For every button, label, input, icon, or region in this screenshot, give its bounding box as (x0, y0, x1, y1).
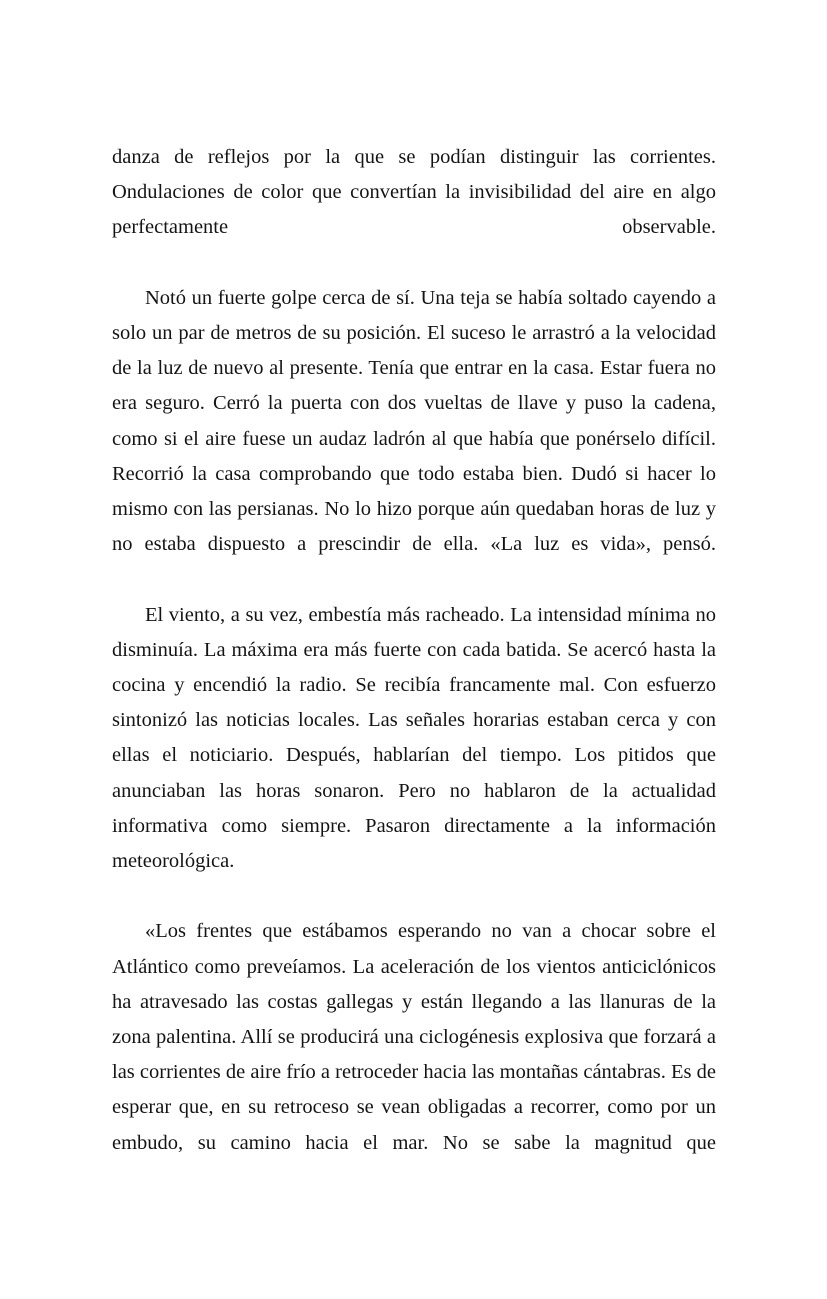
paragraph-2: Notó un fuerte golpe cerca de sí. Una teja se había soltado cayendo a solo un par de metros de su posición. El suceso le arrastró a la velocidad de la luz de nuevo al presente. Tenía que entrar en la casa. Estar fuera no era seguro. Cerró la puerta con dos vueltas de llave y puso la cadena, como si el aire fuese un audaz ladrón al que había que ponérselo difícil. Recorrió la casa comprobando que todo estaba bien. Dudó si hacer lo mismo con las persianas. No lo hizo porque aún quedaban horas de luz y no estaba dispuesto a prescindir de ella. «La luz es vida», pensó. (112, 286, 716, 556)
body-text-column (112, 140, 716, 1196)
paragraph-4: «Los frentes que estábamos esperando no van a chocar sobre el Atlántico como preveíamos. La aceleración de los vientos anticiclónicos ha atravesado las costas gallegas y están llegando a las llanuras de la zona palentina. Allí se producirá una ciclogénesis explosiva que forzará a las corrientes de aire frío a retroceder hacia las montañas cántabras. Es de esperar que, en su retroceso se vean obligadas a recorrer, como por un embudo, su camino hacia el mar. No se sabe la magnitud que (112, 920, 716, 1154)
paragraph-1: danza de reflejos por la que se podían distinguir las corrientes. Ondulaciones de color que convertían la invisibilidad del aire en algo perfectamente observable. (112, 146, 716, 239)
paragraph-3: El viento, a su vez, embestía más racheado. La intensidad mínima no disminuía. La máxima era más fuerte con cada batida. Se acercó hasta la cocina y encendió la radio. Se recibía francamente mal. Con esfuerzo sintonizó las noticias locales. Las señales horarias estaban cerca y con ellas el noticiario. Después, hablarían del tiempo. Los pitidos que anunciaban las horas sonaron. Pero no hablaron de la actualidad informativa como siempre. Pasaron directamente a la información meteorológica. (112, 603, 716, 873)
